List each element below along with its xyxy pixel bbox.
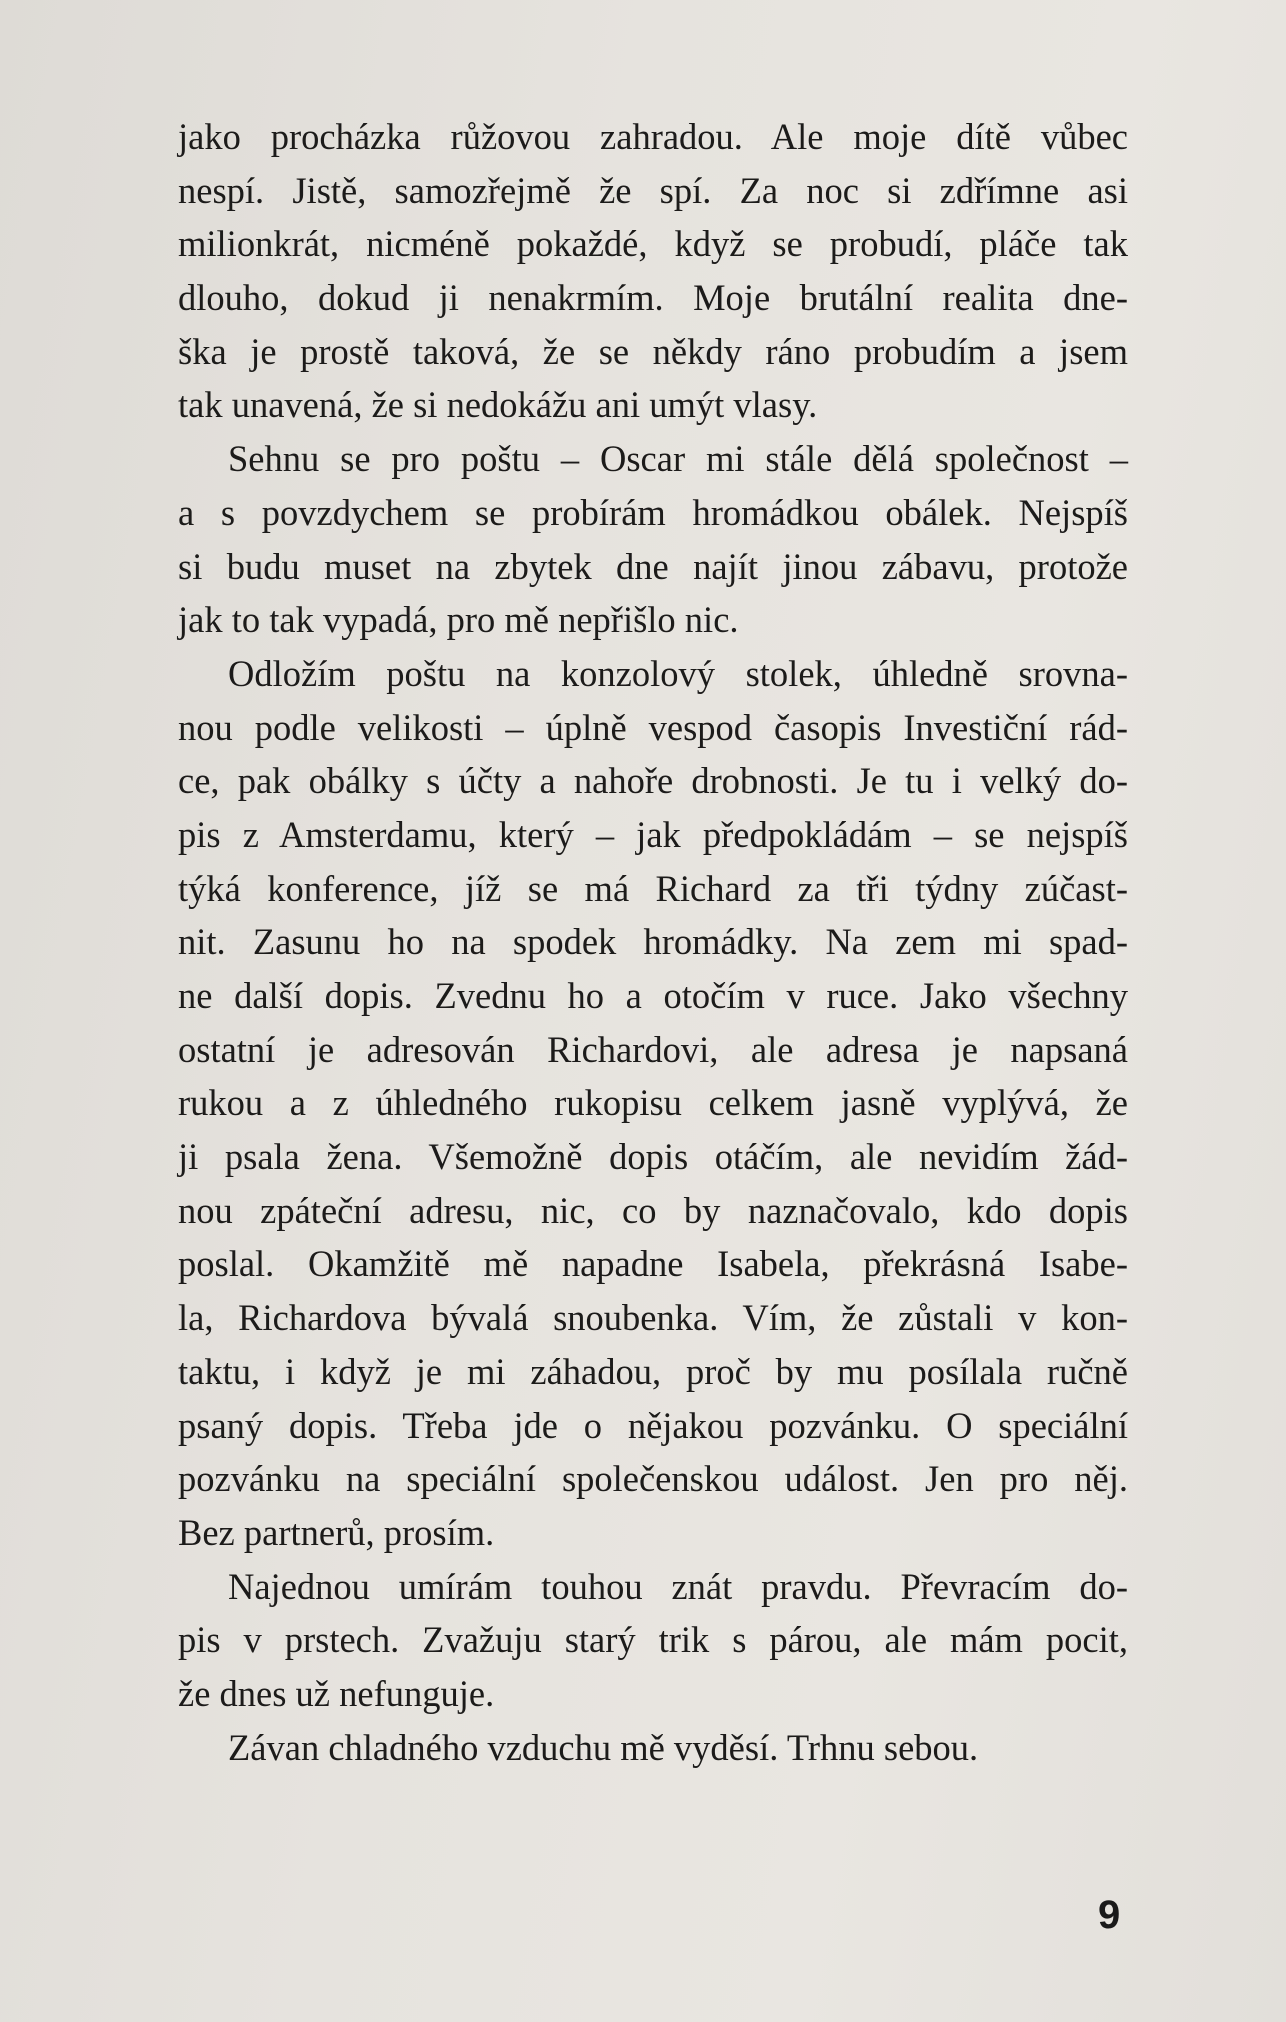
text-line: poslal. Okamžitě mě napadne Isabela, překrásná Isabe- [178, 1243, 1128, 1285]
page-number: 9 [1098, 1893, 1121, 1937]
text-line: ne další dopis. Zvednu ho a otočím v ruce. Jako všechny [178, 975, 1128, 1016]
text-line: a s povzdychem se probírám hromádkou obálek. Nejspíš [178, 491, 1128, 533]
text-line: jako procházka růžovou zahradou. Ale moje dítě vůbec [178, 116, 1128, 157]
text-line: nou zpáteční adresu, nic, co by naznačovalo, kdo dopis [178, 1189, 1128, 1231]
text-line: la, Richardova bývalá snoubenka. Vím, že zůstali v kon- [178, 1297, 1128, 1339]
text-line: ška je prostě taková, že se někdy ráno probudím a jsem [178, 330, 1128, 372]
text-line: ce, pak obálky s účty a nahoře drobnosti. Je tu i velký do- [178, 760, 1128, 802]
text-line: týká konference, jíž se má Richard za tři týdny zúčast- [178, 867, 1128, 909]
text-line: ostatní je adresován Richardovi, ale adresa je napsaná [178, 1028, 1128, 1070]
text-line: si budu muset na zbytek dne najít jinou zábavu, protože [178, 545, 1128, 587]
text-line: ji psala žena. Všemožně dopis otáčím, ale nevidím žád- [178, 1136, 1128, 1178]
text-line: jak to tak vypadá, pro mě nepřišlo nic. [178, 599, 739, 641]
text-line: pis z Amsterdamu, který – jak předpokládám – se nejspíš [178, 813, 1128, 855]
text-line: Odložím poštu na konzolový stolek, úhledně srovna- [228, 652, 1128, 694]
text-line: Bez partnerů, prosím. [178, 1511, 495, 1553]
text-line: milionkrát, nicméně pokaždé, když se probudí, pláče tak [178, 223, 1128, 265]
body-text [178, 110, 1128, 1774]
text-line: nespí. Jistě, samozřejmě že spí. Za noc si zdřímne asi [178, 169, 1128, 211]
text-line: pozvánku na speciální společenskou událost. Jen pro něj. [178, 1458, 1128, 1500]
text-line: nit. Zasunu ho na spodek hromádky. Na zem mi spad- [178, 921, 1128, 963]
text-line: rukou a z úhledného rukopisu celkem jasně vyplývá, že [178, 1082, 1128, 1124]
text-line: Najednou umírám touhou znát pravdu. Převracím do- [228, 1565, 1128, 1607]
text-line: Sehnu se pro poštu – Oscar mi stále dělá společnost – [228, 438, 1128, 480]
text-line: že dnes už nefunguje. [178, 1672, 495, 1714]
text-line: nou podle velikosti – úplně vespod časopis Investiční rád- [178, 706, 1128, 748]
text-line: taktu, i když je mi záhadou, proč by mu posílala ručně [178, 1350, 1128, 1392]
text-line: psaný dopis. Třeba jde o nějakou pozvánku. O speciální [178, 1404, 1128, 1446]
text-line: Závan chladného vzduchu mě vyděsí. Trhnu sebou. [228, 1726, 979, 1768]
text-line: pis v prstech. Zvažuju starý trik s párou, ale mám pocit, [178, 1619, 1128, 1661]
text-line: dlouho, dokud ji nenakrmím. Moje brutální realita dne- [178, 277, 1128, 319]
text-line: tak unavená, že si nedokážu ani umýt vlasy. [178, 384, 818, 426]
